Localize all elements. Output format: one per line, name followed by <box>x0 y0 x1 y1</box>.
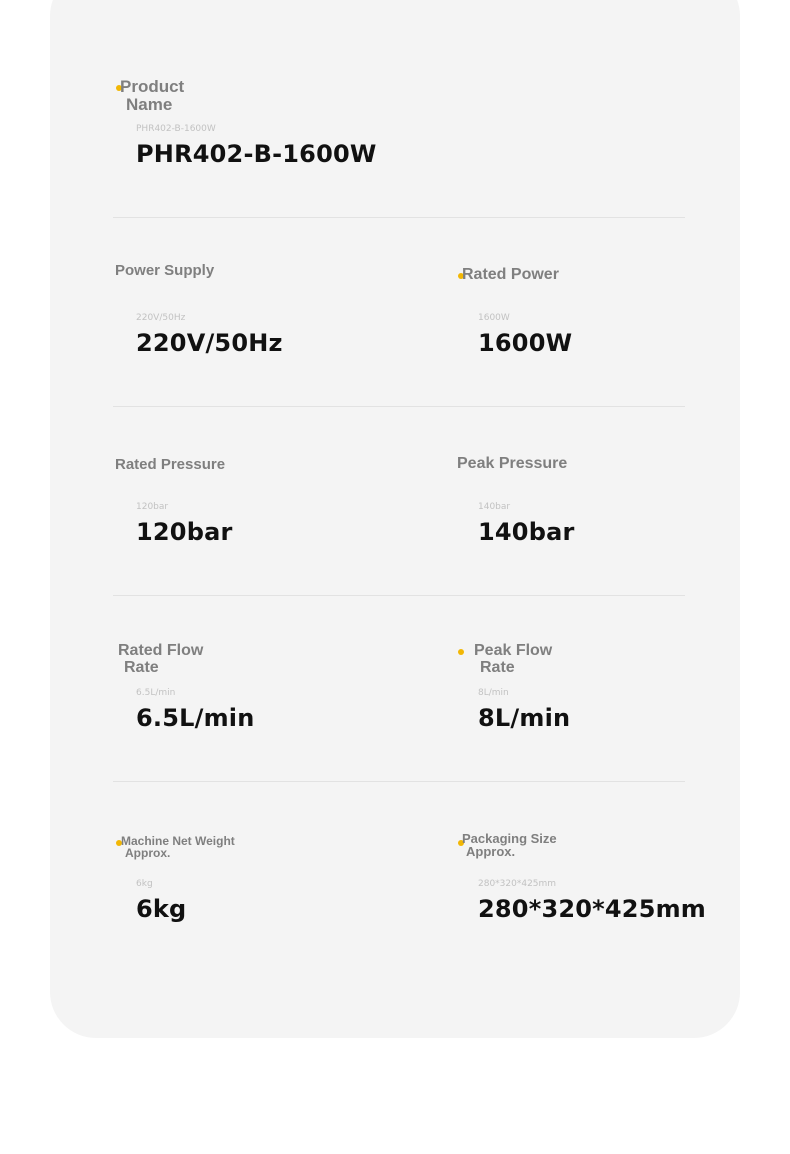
spec-value: 1600W <box>478 329 573 357</box>
spec-label-line: Power Supply <box>115 262 215 279</box>
spec-value: 6kg <box>136 895 187 923</box>
spec-value: PHR402-B-1600W <box>136 140 377 168</box>
spec-label-line: Machine Net Weight <box>121 834 235 848</box>
spec-label <box>462 267 559 283</box>
spec-value: 220V/50Hz <box>136 329 283 357</box>
spec-label-line: Approx. <box>466 844 516 859</box>
spec-label <box>115 263 214 278</box>
spec-value: 280*320*425mm <box>478 895 707 923</box>
spec-caption: 6kg <box>136 879 153 889</box>
spec-label-line: Rated Power <box>462 266 559 283</box>
spec-label-line: Peak Pressure <box>457 455 568 472</box>
spec-label-line: Rated Pressure <box>115 456 226 473</box>
spec-caption: 220V/50Hz <box>136 313 186 323</box>
spec-label-line: Rate <box>480 659 515 676</box>
spec-label <box>457 456 567 472</box>
spec-label <box>462 832 557 858</box>
row-divider <box>113 781 685 782</box>
spec-caption: 120bar <box>136 502 169 512</box>
spec-label-line: Rate <box>124 659 159 676</box>
spec-label-line: Rated Flow <box>118 642 204 659</box>
spec-label <box>121 835 235 859</box>
spec-label-line: Name <box>126 95 173 114</box>
bullet-dot-icon <box>458 649 464 655</box>
row-divider <box>113 595 685 596</box>
spec-caption: PHR402-B-1600W <box>136 124 216 134</box>
row-divider <box>113 406 685 407</box>
spec-caption: 1600W <box>478 313 510 323</box>
spec-label <box>115 457 225 472</box>
spec-value: 8L/min <box>478 704 571 732</box>
spec-label <box>120 78 184 113</box>
spec-label <box>474 643 552 676</box>
spec-caption: 140bar <box>478 502 511 512</box>
spec-label <box>118 643 203 676</box>
spec-caption: 280*320*425mm <box>478 879 557 889</box>
spec-label-line: Product <box>120 77 185 96</box>
row-divider <box>113 217 685 218</box>
spec-label-line: Peak Flow <box>474 642 553 659</box>
spec-value: 6.5L/min <box>136 704 255 732</box>
spec-caption: 8L/min <box>478 688 509 698</box>
spec-value: 120bar <box>136 518 233 546</box>
spec-label-line: Approx. <box>125 846 171 860</box>
spec-caption: 6.5L/min <box>136 688 176 698</box>
spec-label-line: Packaging Size <box>462 831 557 846</box>
spec-value: 140bar <box>478 518 575 546</box>
